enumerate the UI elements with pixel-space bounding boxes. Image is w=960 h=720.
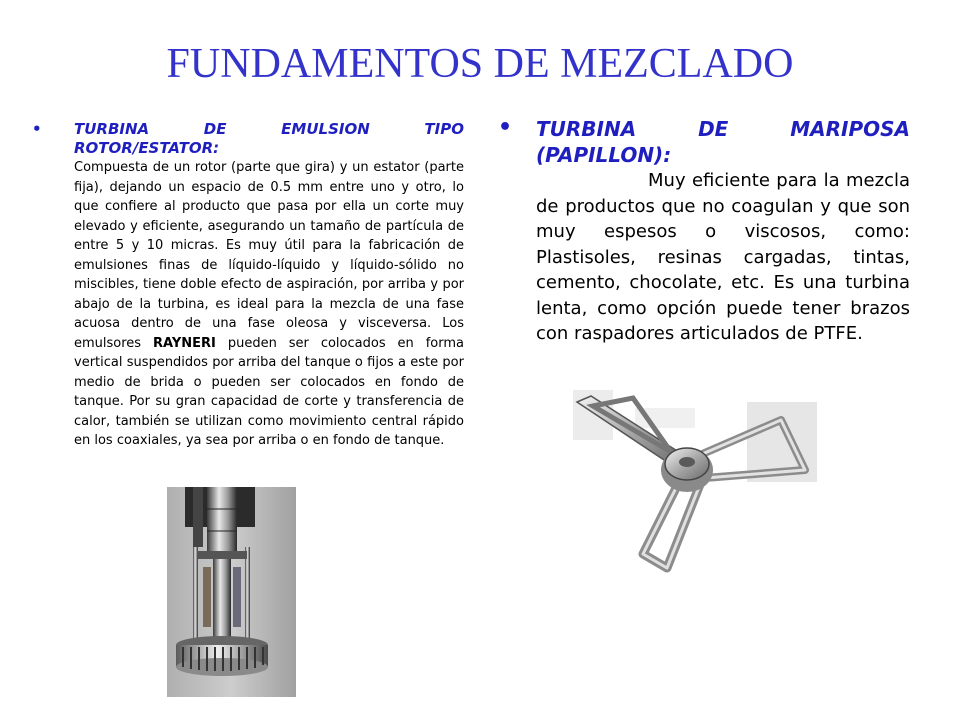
bullet-icon: • [498,115,513,140]
rotor-stator-photo [167,487,296,697]
left-column [32,120,464,451]
description-part-1: Compuesta de un rotor (parte que gira) y un estator (parte fija), dejando un espacio de 0.5 mm entre uno y otro, lo que confiere al producto que pasa por ella un corte muy elevado y eficiente, asegurando un tamaño de partícula de entre 5 y 10 micras. Es muy útil para la fabricación de emulsiones finas de líquido-líquido y líquido-sólido no miscibles, tiene doble efecto de aspiración, por arriba y por abajo de la turbina, es ideal para la mezcla de una fase acuosa dentro de una fase oleosa y visceversa. Los emulsores [74,160,464,351]
butterfly-description: Muy eficiente para la mezcla de productos que no coagulan y que son muy espesos o viscosos, como: Plastisoles, resinas cargadas, tintas, cemento, chocolate, etc. Es una turbina lenta, como opción puede tener brazos con raspadores articulados de PTFE. [536,170,910,344]
rotor-stator-description [74,158,464,451]
bullet-icon: • [32,120,42,138]
rotor-stator-heading-text: TURBINA DE EMULSION TIPO ROTOR/ESTATOR: [74,120,464,157]
butterfly-heading-text: TURBINA DE MARIPOSA (PAPILLON): [536,117,910,167]
brand-rayneri: RAYNERI [153,335,216,351]
slide-title: FUNDAMENTOS DE MEZCLADO [166,41,794,87]
butterfly-turbine-photo [573,378,817,574]
butterfly-heading [498,116,910,168]
right-column [498,116,910,347]
rotor-stator-heading [32,120,464,158]
description-part-2: pueden ser colocados en forma vertical suspendidos por arriba del tanque o fijos a este por medio de brida o pueden ser colocados en fondo de tanque. Por su gran capacidad de corte y transferencia de calor, también se utilizan como movimiento central rápido en los coaxiales, ya sea por arriba o en fondo de tanque. [74,335,465,448]
